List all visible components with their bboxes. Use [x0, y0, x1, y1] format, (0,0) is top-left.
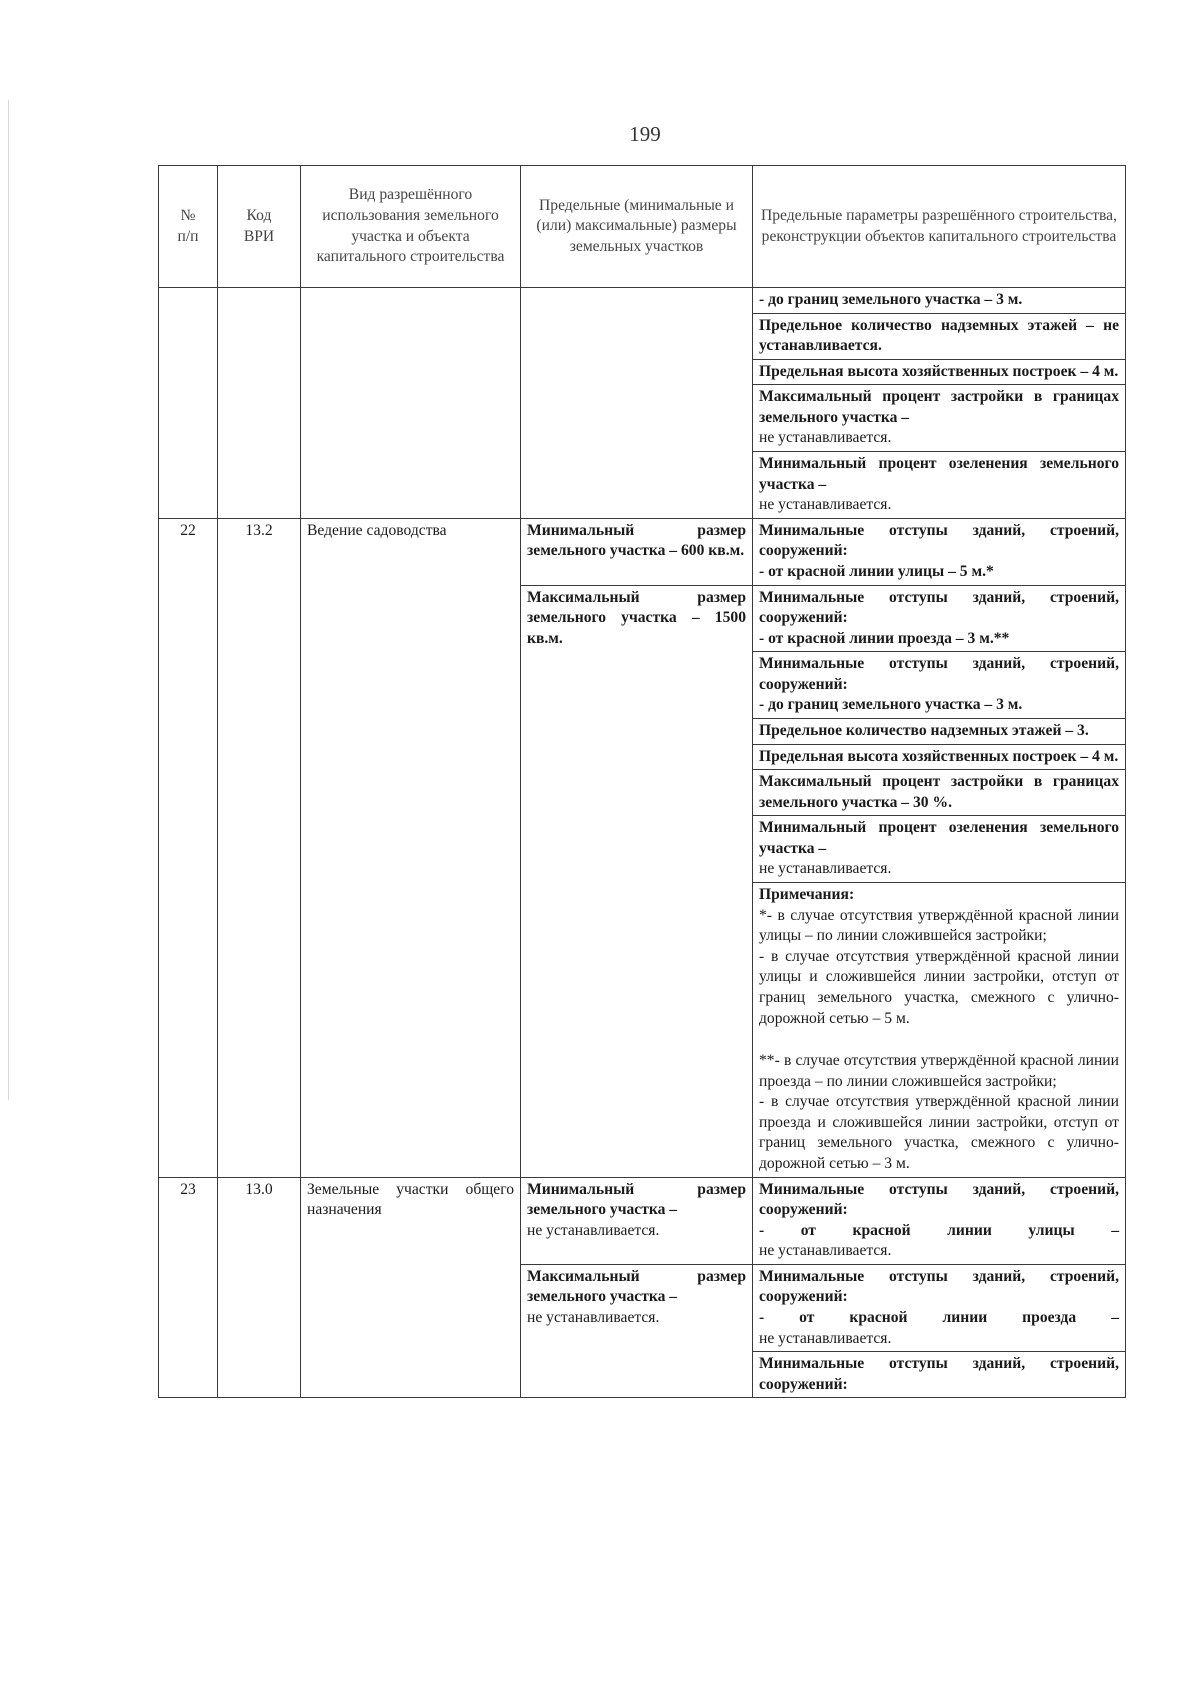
size-text: Максимальный размер земельного участка –: [527, 1267, 746, 1306]
param-cell: [753, 359, 1126, 385]
cell-kind: Земельные участки общего назначения: [301, 1177, 521, 1398]
param-text: Минимальный процент озеленения земельного участка –: [759, 455, 1119, 493]
param-text: Предельная высота хозяйственных построек – 4 м.: [759, 362, 1119, 380]
table-row-22: [159, 518, 1126, 585]
cell-num: 23: [159, 1177, 218, 1398]
header-sizes: Предельные (минимальные и (или) максимальные) размеры земельных участков: [521, 166, 753, 288]
cell-code-empty: [218, 288, 301, 519]
param-value: - от красной линии проезда – 3 м.**: [759, 629, 1010, 647]
param-text: Минимальные отступы зданий, строений, сооружений:: [759, 1180, 1119, 1219]
scan-margin-line: [8, 100, 9, 1100]
note-text: - в случае отсутствия утверждённой красной линии проезда и сложившейся линии застройки, отступ от границ земельного участка, смежного с улично-дорожной сетью – 3 м.: [759, 1093, 1119, 1172]
note-text: *- в случае отсутствия утверждённой красной линии улицы – по линии сложившейся застройки;: [759, 906, 1119, 945]
cell-kind: Ведение садоводства: [301, 518, 521, 1177]
cell-sizes-empty: [521, 288, 753, 519]
header-num: № п/п: [159, 166, 218, 288]
param-value: не устанавливается.: [759, 429, 892, 447]
param-cell: [753, 585, 1126, 652]
notes-title: Примечания:: [759, 886, 855, 904]
table-row: [159, 288, 1126, 314]
table-row-23: [159, 1177, 1126, 1264]
size-value: не устанавливается.: [527, 1309, 660, 1327]
param-cell: [753, 518, 1126, 585]
note-text: **- в случае отсутствия утверждённой красной линии проезда – по линии сложившейся застройки;: [759, 1052, 1119, 1090]
param-cell: [753, 1352, 1126, 1398]
size-value: не устанавливается.: [527, 1221, 660, 1239]
param-cell: [753, 816, 1126, 883]
param-value: не устанавливается.: [759, 1242, 892, 1260]
note-text: - в случае отсутствия утверждённой красной линии улицы и сложившейся линии застройки, отступ от границ земельного участка, смежного с улично-дорожной сетью – 5 м.: [759, 947, 1119, 1027]
param-cell: [753, 313, 1126, 359]
param-cell: Максимальный процент застройки в границах земельного участка – 30 %.: [753, 770, 1126, 816]
param-cell: [753, 1177, 1126, 1264]
param-text: Максимальный процент застройки в границах земельного участка –: [759, 388, 1119, 426]
param-value: - от красной линии проезда –: [759, 1309, 1119, 1327]
page-number: 199: [629, 122, 661, 146]
param-text: Минимальные отступы зданий, строений, сооружений:: [759, 1355, 1119, 1393]
param-value: - от красной линии улицы – 5 м.*: [759, 562, 994, 580]
param-value: - до границ земельного участка – 3 м.: [759, 696, 1023, 714]
cell-size-min: [521, 1177, 753, 1264]
cell-size-min: Минимальный размер земельного участка – 600 кв.м.: [521, 518, 753, 585]
param-text: Минимальные отступы зданий, строений, сооружений:: [759, 588, 1119, 627]
param-cell: [753, 652, 1126, 719]
param-cell: [753, 385, 1126, 452]
param-cell: [753, 1264, 1126, 1351]
header-params: Предельные параметры разрешённого строительства, реконструкции объектов капитального строительства: [753, 166, 1126, 288]
cell-size-max: Максимальный размер земельного участка – 1500 кв.м.: [521, 585, 753, 1177]
cell-code: 13.2: [218, 518, 301, 1177]
param-value: не устанавливается.: [759, 1329, 892, 1347]
param-text: Минимальные отступы зданий, строений, сооружений:: [759, 655, 1119, 693]
param-cell: [753, 288, 1126, 314]
cell-size-max: [521, 1264, 753, 1397]
size-text: Минимальный размер земельного участка –: [527, 1180, 746, 1219]
cell-num-empty: [159, 288, 218, 519]
regulations-table: [158, 165, 1126, 1398]
param-text: Минимальные отступы зданий, строений, сооружений:: [759, 1267, 1119, 1306]
param-value: не устанавливается.: [759, 496, 892, 514]
param-cell: Предельная высота хозяйственных построек – 4 м.: [753, 744, 1126, 770]
param-text: Минимальный процент озеленения земельного участка –: [759, 819, 1119, 857]
notes-cell: [753, 883, 1126, 1178]
param-value: не устанавливается.: [759, 860, 892, 878]
cell-num: 22: [159, 518, 218, 1177]
param-text: Предельное количество надземных этажей – не устанавливается.: [759, 316, 1119, 355]
cell-kind-empty: [301, 288, 521, 519]
param-value: - от красной линии улицы –: [759, 1221, 1119, 1239]
header-code: Код ВРИ: [218, 166, 301, 288]
cell-code: 13.0: [218, 1177, 301, 1398]
param-cell: Предельное количество надземных этажей – 3.: [753, 718, 1126, 744]
param-text: Минимальные отступы зданий, строений, сооружений:: [759, 521, 1119, 560]
param-text: - до границ земельного участка – 3 м.: [759, 291, 1023, 308]
table-header-row: [159, 166, 1126, 288]
param-cell: [753, 452, 1126, 519]
header-kind: Вид разрешённого использования земельного участка и объекта капитального строительства: [301, 166, 521, 288]
